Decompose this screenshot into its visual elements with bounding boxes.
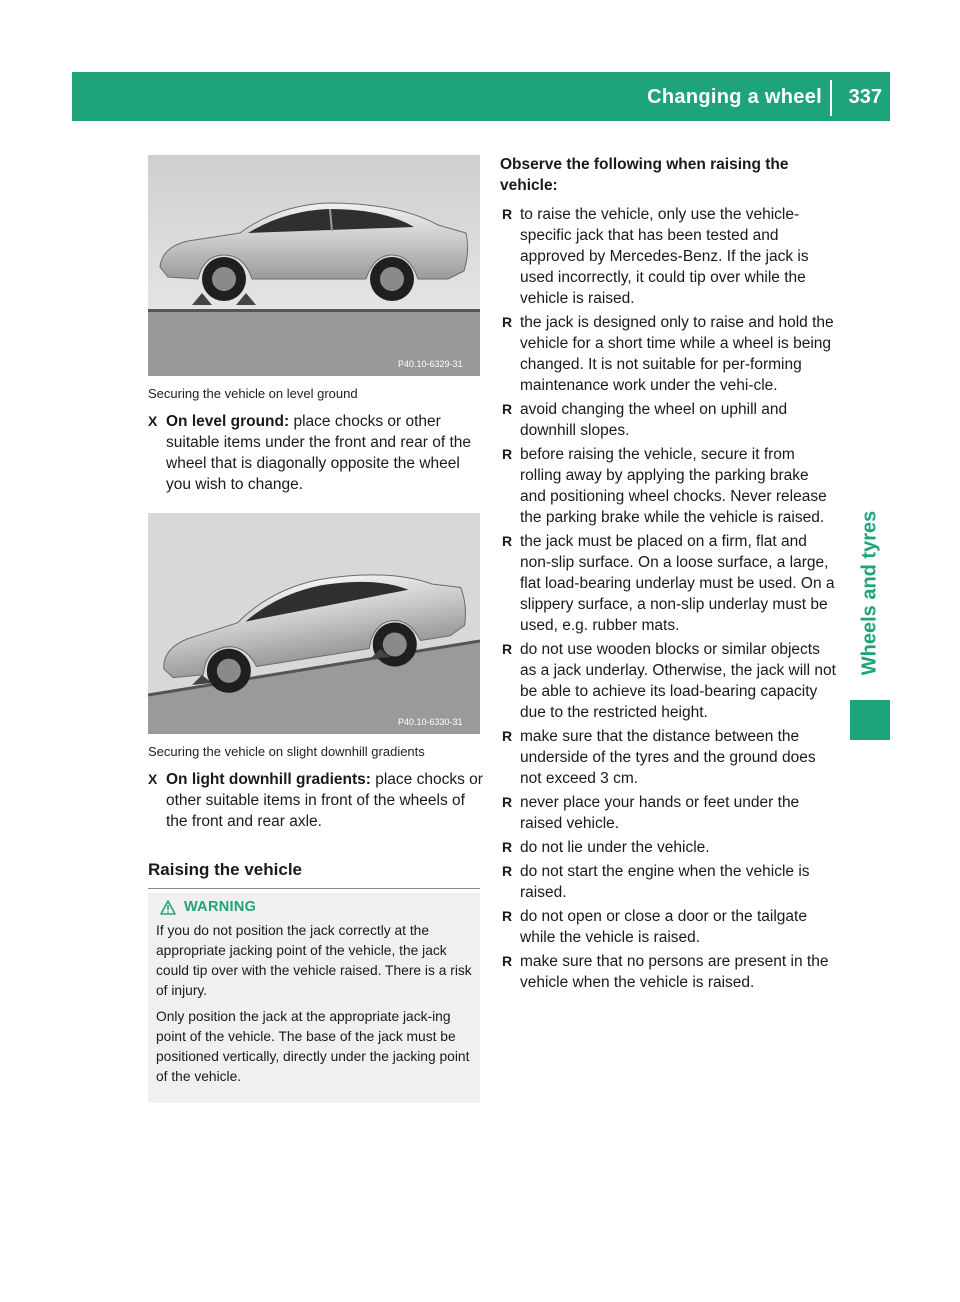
side-section-tab	[850, 510, 890, 676]
step-text: place chocks or other suitable items under the front and rear of the wheel that is diagonally opposite the wheel you wish to change.	[166, 413, 472, 493]
list-item: R never place your hands or feet under the raised vehicle.	[502, 794, 800, 832]
figure-level-ground	[148, 155, 480, 376]
image-code: P40.10-6329-31	[398, 359, 463, 369]
car-illustration	[148, 155, 480, 376]
side-tab-label: Wheels and tyres	[858, 510, 881, 676]
list-item: R do not lie under the vehicle.	[502, 839, 710, 856]
bullet-icon: R	[502, 953, 513, 969]
list-item: R avoid changing the wheel on uphill and downhill slopes.	[502, 401, 788, 439]
bullet-icon: R	[502, 728, 513, 744]
page-number: 337	[848, 86, 882, 108]
side-marker	[850, 700, 890, 740]
warning-box	[148, 893, 480, 1103]
step-label: On light downhill gradients:	[166, 771, 371, 788]
bullet-icon: R	[502, 533, 513, 549]
step-text: place chocks or other suitable items in front of the wheels of the front and rear axle.	[166, 771, 483, 830]
image-code: P40.10-6330-31	[398, 717, 463, 727]
step-level-ground	[148, 411, 483, 495]
warning-triangle-icon	[160, 900, 176, 915]
bullet-icon: R	[502, 641, 513, 657]
chapter-title: Changing a wheel	[647, 86, 822, 108]
list-item: R make sure that no persons are present in the vehicle when the vehicle is raised.	[502, 953, 829, 991]
precaution-list	[500, 204, 838, 996]
bullet-icon: R	[502, 863, 513, 879]
list-item: R do not open or close a door or the tailgate while the vehicle is raised.	[502, 908, 807, 946]
warning-paragraph: Only position the jack at the appropriate jack-ing point of the vehicle. The base of the jack must be positioned vertically, directly under the jacking point of the vehicle.	[156, 1009, 470, 1084]
list-item: R make sure that the distance between the underside of the tyres and the ground does not exceed 3 cm.	[502, 728, 816, 787]
section-heading: Raising the vehicle	[148, 860, 480, 889]
list-item: R do not start the engine when the vehicle is raised.	[502, 863, 810, 901]
bullet-icon: R	[502, 839, 513, 855]
right-column-heading: Observe the following when raising the vehicle:	[500, 156, 789, 194]
page-header	[72, 72, 890, 121]
step-label: On level ground:	[166, 413, 290, 430]
bullet-icon: R	[502, 401, 513, 417]
step-arrow-icon: X	[148, 771, 158, 787]
bullet-icon: R	[502, 908, 513, 924]
figure1-caption: Securing the vehicle on level ground	[148, 386, 358, 401]
list-item: R to raise the vehicle, only use the vehicle-specific jack that has been tested and approved by Mercedes-Benz. If the jack is used incorrectly, it could tip over while the vehicle is raised.	[502, 206, 809, 307]
figure2-caption: Securing the vehicle on slight downhill gradients	[148, 744, 425, 759]
bullet-icon: R	[502, 206, 513, 222]
list-item: R do not use wooden blocks or similar objects as a jack underlay. Otherwise, the jack will not be able to achieve its load-bearing capacity due to the restricted height.	[502, 641, 836, 721]
list-item: R the jack must be placed on a firm, flat and non-slip surface. On a loose surface, a large, flat load-bearing underlay must be used. On a slippery surface, a non-slip underlay must be used, e.g. rubber mats.	[502, 533, 835, 634]
warning-title: WARNING	[184, 899, 257, 915]
car-illustration-downhill	[148, 513, 480, 734]
bullet-icon: R	[502, 314, 513, 330]
step-downhill	[148, 769, 483, 832]
warning-paragraph: If you do not position the jack correctly at the appropriate jacking point of the vehicle, the jack could tip over with the vehicle raised. There is a risk of injury.	[156, 923, 472, 998]
step-arrow-icon: X	[148, 413, 158, 429]
list-item: R before raising the vehicle, secure it from rolling away by applying the parking brake and positioning wheel chocks. Never release the parking brake while the vehicle is raised.	[502, 446, 827, 526]
header-divider	[830, 80, 832, 116]
list-item: R the jack is designed only to raise and hold the vehicle for a short time while a wheel is being changed. It is not suitable for per-forming maintenance work under the vehi-cle.	[502, 314, 834, 394]
bullet-icon: R	[502, 446, 513, 462]
figure-downhill	[148, 513, 480, 734]
bullet-icon: R	[502, 794, 513, 810]
